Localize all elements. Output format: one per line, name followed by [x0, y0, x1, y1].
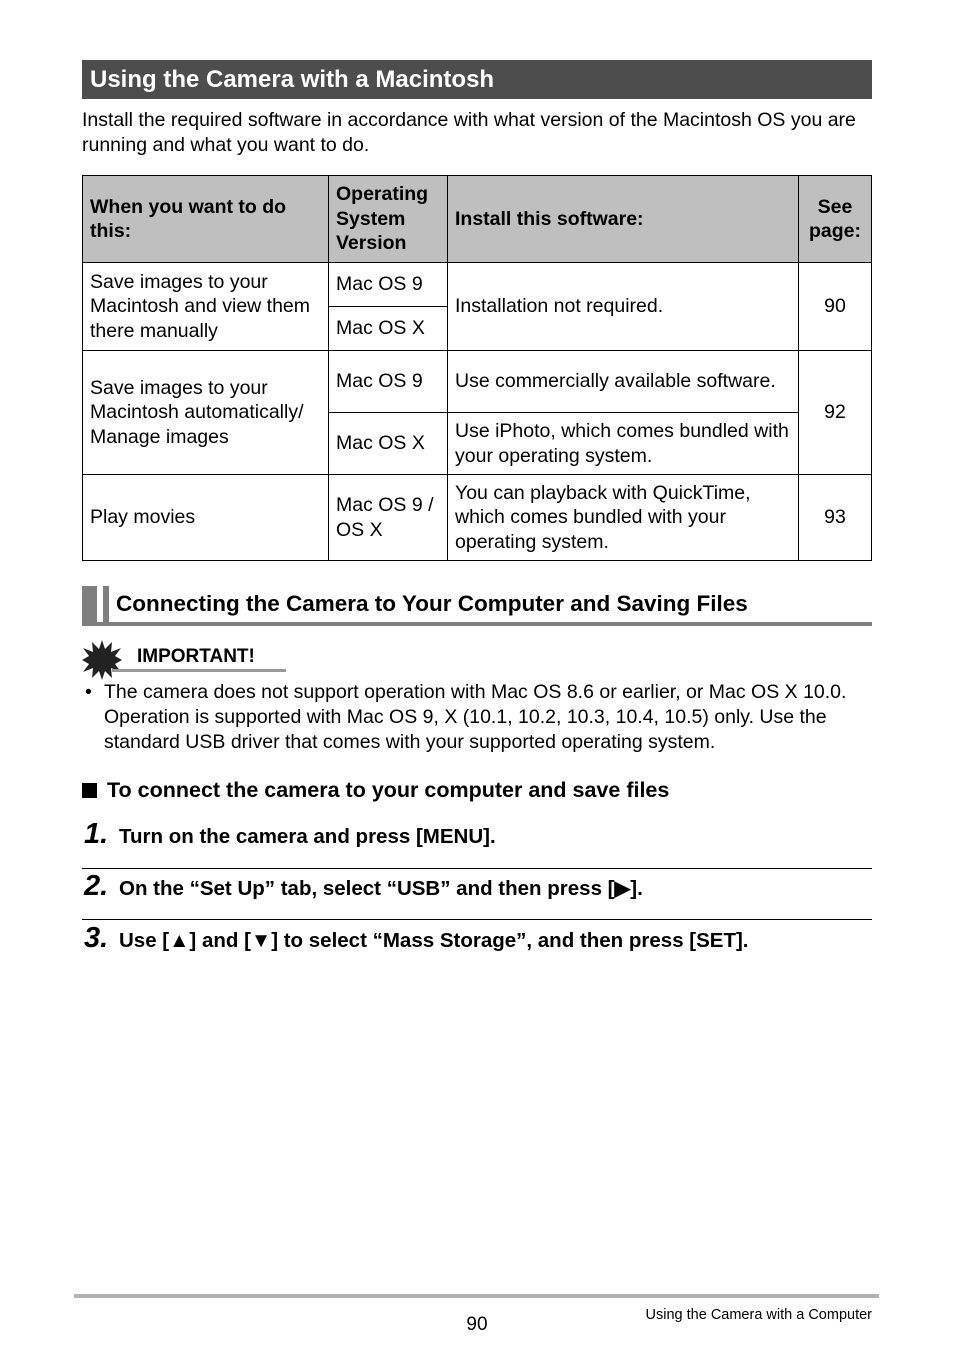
step-text: Turn on the camera and press [MENU].: [119, 825, 496, 848]
important-note: [85, 680, 874, 755]
header-page: See page:: [799, 176, 872, 263]
step-text: Use [▲] and [▼] to select “Mass Storage”, and then press [SET].: [119, 929, 749, 952]
heading-underline: [82, 622, 872, 626]
subsection-title: Connecting the Camera to Your Computer and Saving Files: [116, 591, 748, 616]
procedure-title-text: To connect the camera to your computer and save files: [107, 778, 670, 802]
footer-chapter: Using the Camera with a Computer: [645, 1307, 872, 1323]
table-row: [83, 351, 872, 413]
header-os: Operating System Version: [329, 176, 448, 263]
starburst-icon: [82, 640, 122, 680]
bullet-icon: •: [85, 681, 92, 703]
important-note-text: The camera does not support operation with Mac OS 8.6 or earlier, or Mac OS X 10.0. Operation is supported with Mac OS 9, X (10.1, 10.2, 10.3, 10.4, 10.5) only. Use the standard USB driver that comes with your supported operating system.: [104, 681, 847, 753]
os-cell: Mac OS X: [329, 307, 448, 351]
table-header-row: [83, 176, 872, 263]
page-cell: 93: [799, 475, 872, 561]
software-cell: You can playback with QuickTime, which comes bundled with your operating system.: [448, 475, 799, 561]
step-divider: [82, 919, 872, 920]
subsection-heading: [82, 586, 872, 626]
os-cell: Mac OS X: [329, 413, 448, 475]
page-cell: 90: [799, 263, 872, 351]
heading-marker: [103, 586, 109, 622]
header-task: When you want to do this:: [83, 176, 329, 263]
table-row: [83, 475, 872, 561]
os-cell: Mac OS 9: [329, 351, 448, 413]
section-title: Using the Camera with a Macintosh: [82, 60, 872, 99]
step-number: 3.: [84, 922, 109, 954]
procedure-title: [82, 776, 669, 804]
page-cell: 92: [799, 351, 872, 475]
table-row: [83, 263, 872, 307]
important-label: [82, 640, 286, 676]
header-software: Install this software:: [448, 176, 799, 263]
software-table: [82, 175, 872, 561]
heading-marker: [82, 586, 97, 622]
step-number: 2.: [84, 870, 109, 902]
important-underline: [112, 669, 286, 672]
task-cell: Play movies: [83, 475, 329, 561]
software-cell: Use commercially available software.: [448, 351, 799, 413]
task-cell: Save images to your Macintosh automatically/ Manage images: [83, 351, 329, 475]
step-text: On the “Set Up” tab, select “USB” and then press [▶].: [119, 877, 643, 900]
os-cell: Mac OS 9 / OS X: [329, 475, 448, 561]
os-cell: Mac OS 9: [329, 263, 448, 307]
step-number: 1.: [84, 818, 109, 850]
important-text-label: IMPORTANT!: [137, 646, 255, 667]
footer-divider: [74, 1294, 879, 1298]
software-cell: Use iPhoto, which comes bundled with your operating system.: [448, 413, 799, 475]
task-cell: Save images to your Macintosh and view them there manually: [83, 263, 329, 351]
software-cell: Installation not required.: [448, 263, 799, 351]
step-divider: [82, 868, 872, 869]
intro-paragraph: Install the required software in accordance with what version of the Macintosh OS you are running and what you want to do.: [82, 109, 856, 156]
square-bullet-icon: [82, 783, 97, 798]
page-number: 90: [466, 1314, 488, 1335]
